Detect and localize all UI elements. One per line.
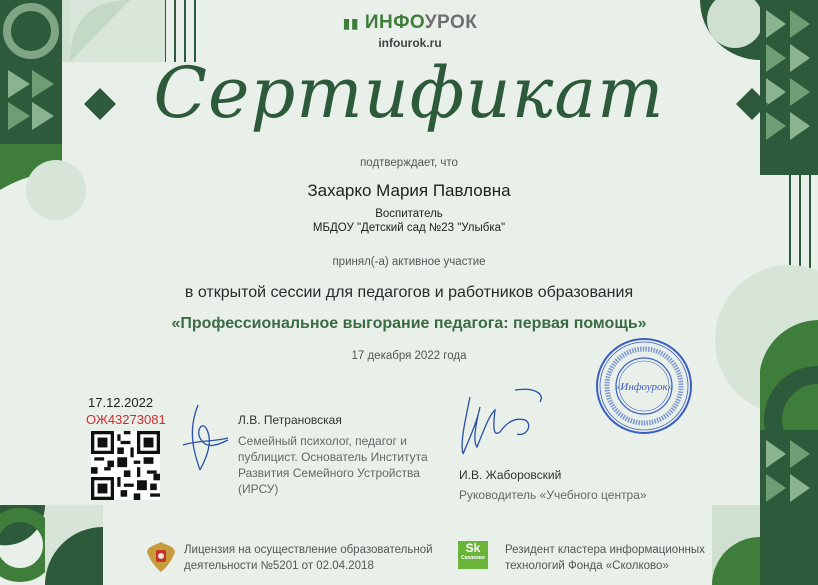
signature-zhaborovsky [455,382,550,462]
qr-code-icon [91,431,160,500]
participation-text: принял(-а) активное участие [332,256,486,268]
skolkovo-text: Резидент кластера информационных технологий Фонда «Сколково» [505,544,705,572]
logo-icon: ▮▮ [342,15,360,31]
event-type: в открытой сессии для педагогов и работников образования [184,284,634,301]
signature-petranovskaya [178,400,233,478]
signatory-name: Л.В. Петрановская [238,413,342,427]
company-stamp [594,336,694,436]
signatory-name: И.В. Жаборовский [459,468,562,482]
brand-part1: ИНФО [364,12,425,33]
recipient-position: Воспитатель [375,208,443,220]
issue-date: 17.12.2022 [88,395,154,410]
skolkovo-logo [458,541,488,569]
license-text: Лицензия на осуществление образовательной деятельности №5201 от 02.04.2018 [184,544,433,572]
brand-logo [330,12,490,34]
confirms-text: подтверждает, что [360,157,458,169]
skolkovo-logo-text: Sk [465,541,481,555]
certificate-title: Сертификат [153,52,665,134]
brand-part2: УРОК [424,12,478,33]
certificate-id: ОЖ43273081 [86,412,166,427]
signatory-description: Семейный психолог, педагог и публицист. Основатель Института Развития Семейного Устройства (ИРСУ) [238,434,428,496]
skolkovo-logo-caption: Сколково [461,555,485,561]
event-name: «Профессиональное выгорание педагога: первая помощь» [171,315,647,332]
recipient-organization: МБДОУ "Детский сад №23 "Улыбка" [312,222,506,234]
stamp-text: «Инфоурок» [614,381,674,393]
site-url: infourok.ru [378,36,442,50]
logo [330,12,490,50]
recipient-name: Захарко Мария Павловна [307,181,511,200]
signatory-description: Руководитель «Учебного центра» [459,488,647,502]
event-date: 17 декабря 2022 года [351,350,467,362]
coat-of-arms-icon [144,538,178,576]
